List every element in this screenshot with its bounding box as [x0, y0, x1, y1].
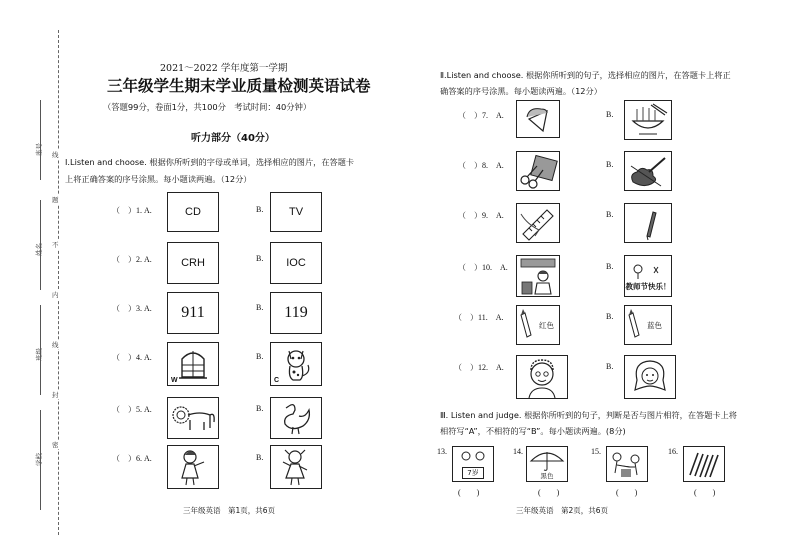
girl-icon [168, 446, 218, 488]
option-a-image[interactable] [516, 255, 560, 297]
option-a-image[interactable] [167, 397, 219, 439]
option-text: 119 [284, 304, 308, 321]
question-number: （ ）4. A. [112, 353, 152, 362]
color-word: 蓝色 [647, 320, 662, 330]
crayon-icon [625, 307, 643, 343]
part2-instruction: Ⅱ.Listen and choose. 根据你所听到的句子，选择相应的图片，在答题卡上将正 [440, 70, 731, 80]
question-number: （ ）1. A. [112, 206, 152, 215]
option-b-image[interactable] [624, 151, 672, 191]
part1-instruction: 上将正确答案的序号涂黑。每小题读两遍。（12分） [65, 174, 252, 184]
page-footer: 三年级英语 第1页，共6页 [183, 506, 276, 515]
binding-label-class: 班级 [35, 348, 43, 361]
part1-instruction: Ⅰ.Listen and choose. 根据你所听到的字母或单词，选择相应的图片，在答题卡 [65, 157, 355, 167]
option-b-image[interactable] [624, 305, 672, 345]
option-b-image[interactable] [624, 100, 672, 140]
option-b-label: B. [606, 210, 614, 219]
part2-instruction: 确答案的序号涂黑。每小题读两遍。（12分） [440, 86, 602, 96]
question-number: 16. [668, 447, 678, 456]
section-title: 听力部分（40分） [191, 133, 275, 144]
answer-blank[interactable]: ( ) [694, 488, 716, 497]
option-text: TV [288, 206, 304, 218]
option-text: CRH [181, 257, 205, 269]
ruler-icon [517, 204, 559, 242]
letter-label: W [171, 377, 178, 384]
page-footer: 三年级英语 第2页，共6页 [516, 506, 609, 515]
option-b-image[interactable] [270, 242, 322, 284]
option-b-label: B. [256, 303, 264, 312]
answer-blank[interactable]: ( ) [538, 488, 560, 497]
option-a-image[interactable] [516, 151, 560, 191]
violin-icon [625, 152, 671, 190]
exam-year: 2021～2022 学年度第一学期 [160, 63, 288, 74]
option-a-image[interactable] [516, 100, 560, 138]
option-a-image[interactable] [167, 445, 219, 489]
binding-underline [40, 410, 41, 510]
question-number: 14. [513, 447, 523, 456]
pen-icon [625, 204, 671, 242]
cut-char: 线 [52, 341, 59, 349]
scissors-paper-icon [517, 152, 559, 190]
question-number: （ ）8. A. [458, 161, 504, 170]
question-number: 15. [591, 447, 601, 456]
question-number: 13. [437, 447, 447, 456]
binding-label-name: 姓名 [35, 243, 43, 256]
age-label: 7岁 [462, 467, 483, 479]
answer-blank[interactable]: ( ) [458, 488, 480, 497]
option-b-label: B. [256, 404, 264, 413]
part3-instruction: 相符写“A”，不相符的写“B”。每小题读两遍。(8分) [440, 426, 626, 436]
option-b-image[interactable] [624, 255, 672, 297]
option-b-label: B. [606, 160, 614, 169]
cut-char: 密 [52, 441, 59, 449]
option-a-image[interactable] [167, 292, 219, 334]
option-a-image[interactable] [516, 203, 560, 243]
answer-blank[interactable]: ( ) [616, 488, 638, 497]
cut-char: 不 [52, 241, 59, 249]
question-number: （ ）12. A. [454, 363, 504, 372]
option-b-label: B. [256, 352, 264, 361]
judge-image[interactable] [606, 446, 648, 482]
question-number: （ ）2. A. [112, 255, 152, 264]
binding-label-seat: 座号 [35, 143, 43, 156]
cut-char: 线 [52, 151, 59, 159]
grandma-icon [517, 356, 567, 398]
option-b-label: B. [606, 312, 614, 321]
option-b-label: B. [606, 362, 614, 371]
umbrella-icon [527, 449, 567, 471]
cut-char: 内 [52, 291, 59, 299]
crayon-icon [517, 307, 535, 343]
option-text: 911 [181, 304, 205, 321]
option-b-label: B. [256, 254, 264, 263]
option-a-image[interactable] [167, 192, 219, 232]
exam-title: 三年级学生期末学业质量检测英语试卷 [107, 77, 371, 95]
girl-icon [271, 446, 321, 488]
girl-face-icon [625, 356, 675, 398]
judge-image[interactable] [683, 446, 725, 482]
option-b-image[interactable] [270, 342, 322, 386]
option-b-image[interactable] [270, 397, 322, 439]
option-b-image[interactable] [270, 192, 322, 232]
option-a-image[interactable] [167, 242, 219, 284]
question-number: （ ）9. A. [458, 211, 504, 220]
question-number: （ ）6. A. [112, 454, 152, 463]
card-text: 教师节快乐！ [625, 281, 671, 291]
option-a-image[interactable] [516, 305, 560, 345]
teacher-icon [517, 256, 559, 296]
children-icon [453, 449, 493, 467]
question-number: （ ）5. A. [112, 405, 152, 414]
question-number: （ ）11. A. [454, 313, 504, 322]
cut-char: 题 [52, 196, 59, 204]
flower-icon [628, 261, 668, 281]
noodles-icon [625, 101, 671, 139]
binding-label-school: 学校 [35, 453, 43, 466]
kids-playing-icon [607, 447, 647, 481]
option-b-image[interactable] [270, 292, 322, 334]
binding-underline [40, 305, 41, 395]
option-b-image[interactable] [624, 355, 676, 399]
ice-cream-icon [517, 101, 559, 137]
pencils-icon [684, 447, 724, 481]
lion-icon [168, 398, 218, 438]
option-b-image[interactable] [270, 445, 322, 489]
judge-image[interactable] [526, 446, 568, 482]
hen-icon [271, 398, 321, 438]
option-a-image[interactable] [516, 355, 568, 399]
letter-label: C [274, 377, 280, 384]
color-word: 红色 [539, 320, 554, 330]
question-number: （ ）3. A. [112, 304, 152, 313]
binding-underline [40, 200, 41, 290]
option-b-label: B. [606, 110, 614, 119]
color-word: 黑色 [540, 471, 554, 480]
option-text: CD [185, 206, 201, 218]
option-a-image[interactable] [167, 342, 219, 386]
cut-char: 封 [52, 391, 59, 399]
binding-line [58, 30, 59, 535]
option-b-label: B. [606, 262, 614, 271]
binding-underline [40, 100, 41, 180]
option-text: IOC [286, 257, 306, 269]
exam-info: （答题99分，卷面1分，共100分 考试时间：40分钟） [103, 102, 312, 112]
question-number: （ ）10. A. [458, 263, 508, 272]
option-b-image[interactable] [624, 203, 672, 243]
option-b-label: B. [256, 453, 264, 462]
question-number: （ ）7. A. [458, 111, 504, 120]
judge-image[interactable] [452, 446, 494, 482]
option-b-label: B. [256, 205, 264, 214]
part3-instruction: Ⅲ. Listen and judge. 根据你所听到的句子，判断是否与图片相符，在答题卡上将 [440, 410, 737, 420]
